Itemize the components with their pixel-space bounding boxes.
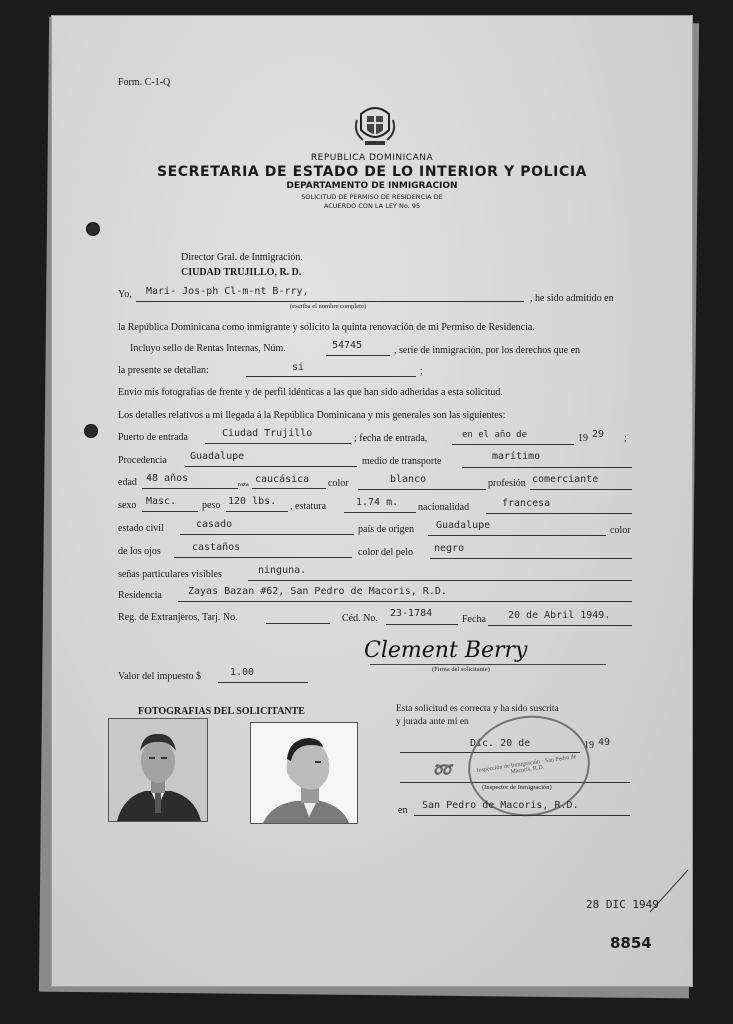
residencia-value: Zayas Bazan #62, San Pedro de Macoris, R.D. — [188, 586, 447, 597]
presente-end: ; — [420, 366, 423, 377]
peso-label: peso — [202, 500, 221, 511]
puerto-label: Puerto de entrada — [118, 432, 188, 443]
sello-number: 54745 — [332, 340, 363, 351]
ojos-value: castaños — [192, 542, 241, 553]
addressee-city: CIUDAD TRUJILLO, R. D. — [181, 267, 302, 278]
signature-caption: (Firma del solicitante) — [432, 666, 490, 673]
cert-en-label: en — [398, 805, 408, 816]
punch-hole-bottom — [84, 424, 98, 438]
applicant-signature: Clement Berry — [364, 638, 528, 663]
fecha-year-value: 29 — [592, 429, 605, 440]
impuesto-value: 1.00 — [230, 667, 255, 678]
cert-place-value: San Pedro de Macoris, R.D. — [422, 800, 579, 811]
name-hint: (escriba el nombre completo) — [290, 303, 367, 310]
details-line: Los detalles relativos a mi llegada á la República Dominicana y mis generales son las siguientes: — [118, 410, 506, 421]
header-subtitle-2: ACUERDO CON LA LEY No. 95 — [323, 202, 421, 210]
punch-hole-top — [86, 222, 100, 236]
sexo-label: sexo — [118, 500, 137, 511]
civil-value: casado — [196, 519, 233, 530]
profesion-value: comerciante — [532, 474, 599, 485]
cert-year-prefix: 19 — [584, 740, 594, 751]
pelo-label: color del pelo — [358, 547, 413, 558]
fecha-year-prefix: 19 — [578, 433, 588, 444]
edad-value: 48 años — [146, 473, 189, 484]
transporte-label: medio de transporte — [362, 456, 442, 467]
header-subtitle-1: SOLICITUD DE PERMISO DE RESIDENCIA DE — [301, 193, 443, 201]
inspector-signature-icon: ➿ — [432, 760, 452, 779]
cert-line-1: Esta solicitud es correcta y ha sido suscrita — [396, 704, 559, 714]
photos-title: FOTOGRAFIAS DEL SOLICITANTE — [138, 706, 305, 717]
raza-value: caucásica — [255, 474, 310, 485]
puerto-value: Ciudad Trujillo — [222, 428, 313, 439]
edad-label: edad — [118, 477, 137, 488]
color-value: blanco — [390, 474, 427, 485]
fecha-label: Fecha — [462, 614, 486, 625]
pencil-mark-icon — [648, 866, 692, 916]
coat-of-arms-icon — [351, 100, 399, 148]
transporte-value: marítimo — [492, 451, 541, 462]
origen-label: país de origen — [358, 524, 415, 535]
senas-value: ninguna. — [258, 565, 307, 576]
header-department: DEPARTAMENTO DE INMIGRACION — [286, 181, 458, 191]
serial-number: 8854 — [610, 934, 652, 952]
origen-value: Guadalupe — [436, 520, 491, 531]
renewal-line: la República Dominicana como inmigrante y solicito la quinta renovación de mi Permiso de Residencia. — [118, 322, 535, 333]
peso-value: 120 lbs. — [228, 496, 277, 507]
header-secretaria: SECRETARIA DE ESTADO DE LO INTERIOR Y POLICIA — [156, 164, 588, 180]
stamp-text: Inspección de Inmigración · San Pedro de Macorís, R.D. — [476, 754, 577, 776]
residencia-label: Residencia — [118, 590, 162, 601]
applicant-photo-profile — [250, 722, 358, 824]
cert-year-value: 49 — [598, 737, 611, 748]
presente-value: si — [292, 362, 305, 373]
senas-label: señas particulares visibles — [118, 569, 222, 580]
estatura-label: , estatura — [290, 501, 327, 512]
sello-prefix: Incluyo sello de Rentas Internas, Núm. — [130, 343, 286, 354]
sexo-value: Masc. — [146, 496, 177, 507]
pelo-value: negro — [434, 543, 465, 554]
ced-label: Céd. No. — [342, 613, 378, 624]
estatura-value: 1.74 m. — [356, 497, 399, 508]
admitted-text: , he sido admitido en — [530, 293, 614, 304]
cert-line-2: y jurada ante mí en — [396, 717, 469, 727]
raza-label: raza — [238, 481, 249, 488]
fecha-value: 20 de Abril 1949. — [508, 610, 611, 621]
document-page — [52, 16, 692, 986]
ced-value: 23-1784 — [390, 608, 433, 619]
photos-line: Envio mis fotografías de frente y de perfil idénticas a las que han sido adheridas a esta solicitud. — [118, 387, 503, 398]
applicant-photo-front — [108, 718, 208, 822]
procedencia-label: Procedencia — [118, 455, 167, 466]
fecha-entrada-label: ; fecha de entrada, — [354, 433, 428, 444]
inspector-caption: (Inspector de Inmigración) — [482, 784, 552, 791]
civil-label: estado civil — [118, 523, 164, 534]
nacionalidad-label: nacionalidad — [418, 502, 470, 513]
addressee-director: Director Gral. de Inmigración. — [181, 252, 303, 263]
procedencia-value: Guadalupe — [190, 451, 245, 462]
profesion-label: profesión — [488, 478, 526, 489]
sello-suffix: , serie de inmigración, por los derechos que en — [394, 345, 581, 356]
cert-date-value: Dic. 20 de — [470, 738, 531, 749]
reg-label: Reg. de Extranjeros, Tarj. No. — [118, 612, 238, 623]
form-id: Form. C-1-Q — [118, 77, 171, 88]
nacionalidad-value: francesa — [502, 498, 551, 509]
applicant-name: Mari- Jos-ph Cl-m-nt B-rry, — [146, 286, 309, 297]
fecha-end: ; — [624, 433, 627, 444]
received-date-stamp: 28 DIC 1949 — [586, 898, 659, 911]
impuesto-label: Valor del impuesto $ — [118, 671, 202, 682]
ojos-label: de los ojos — [118, 546, 161, 557]
color2-label: color — [610, 525, 631, 536]
yo-label: Yo, — [118, 289, 132, 300]
color-label: color — [328, 478, 349, 489]
header-republic: REPUBLICA DOMINICANA — [310, 153, 434, 163]
fecha-entrada-value: en el año de — [462, 430, 528, 440]
presente-label: la presente se detallan: — [118, 365, 209, 376]
